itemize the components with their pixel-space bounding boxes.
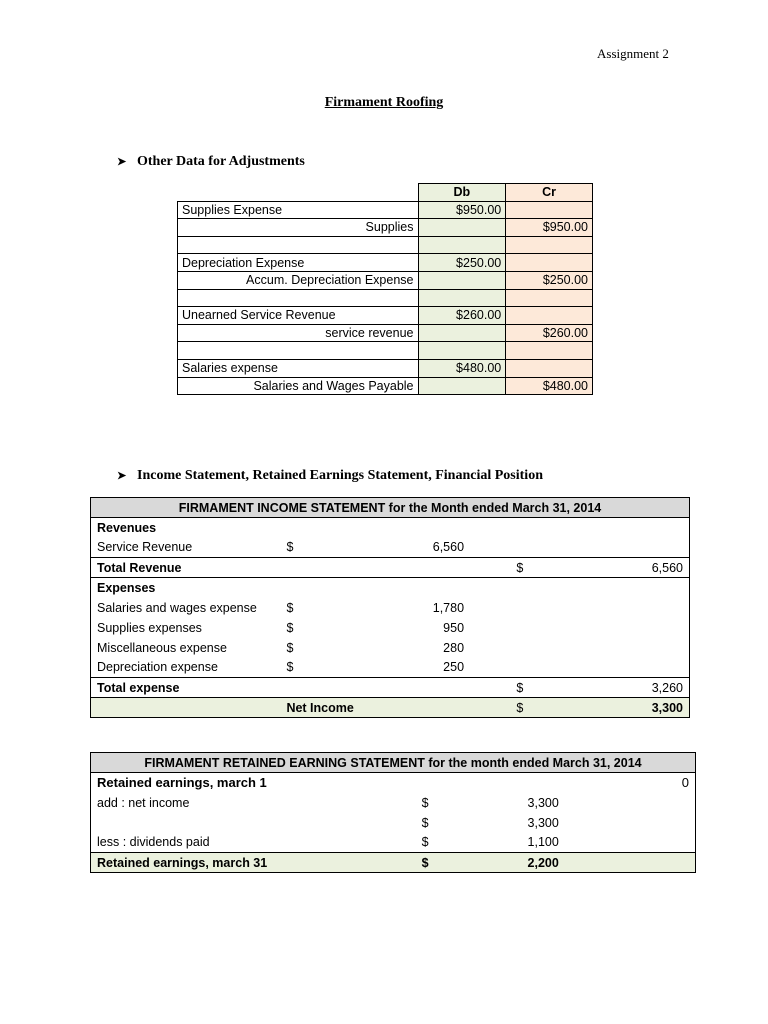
adjustment-account: Depreciation Expense	[178, 254, 419, 272]
adjustment-account	[178, 236, 419, 254]
currency-symbol: $	[470, 678, 570, 698]
retained-earnings-title: FIRMAMENT RETAINED EARNING STATEMENT for the month ended March 31, 2014	[91, 753, 696, 773]
retained-earnings-label	[91, 813, 376, 833]
currency-symbol: $	[421, 815, 429, 830]
adjustment-credit	[506, 289, 593, 307]
adjustment-debit	[418, 342, 506, 360]
expense-label: Depreciation expense	[91, 658, 281, 678]
expense-row	[91, 598, 690, 618]
adjustment-account: Salaries expense	[178, 359, 419, 377]
currency-symbol: $	[286, 540, 294, 555]
adjustment-debit	[418, 219, 506, 237]
currency-symbol: $	[375, 853, 475, 873]
expense-label: Salaries and wages expense	[91, 598, 281, 618]
net-income-label: Net Income	[280, 698, 470, 718]
currency-symbol: $	[421, 835, 429, 850]
adjustment-row	[178, 307, 593, 325]
expense-amount: 950	[443, 620, 465, 635]
adjustment-debit	[418, 377, 506, 395]
revenues-label: Revenues	[91, 518, 281, 538]
retained-earnings-balance	[565, 813, 696, 833]
retained-earnings-balance: 0	[565, 773, 696, 793]
expense-row	[91, 618, 690, 638]
retained-earnings-label: less : dividends paid	[91, 833, 376, 853]
adjustment-credit: $480.00	[506, 377, 593, 395]
retained-earnings-row	[91, 793, 696, 813]
adjustment-row	[178, 324, 593, 342]
expense-amount: 1,780	[432, 600, 465, 615]
currency-symbol: $	[421, 795, 429, 810]
adjustments-heading	[117, 154, 305, 170]
adjustment-debit	[418, 271, 506, 289]
retained-earnings-final-row	[91, 853, 696, 873]
retained-earnings-label: add : net income	[91, 793, 376, 813]
adjustment-row	[178, 201, 593, 219]
total-revenue-row	[91, 558, 690, 578]
adjustment-account: Unearned Service Revenue	[178, 307, 419, 325]
revenues-row	[91, 518, 690, 538]
adjustment-account	[178, 342, 419, 360]
adjustment-row	[178, 377, 593, 395]
adjustment-row	[178, 342, 593, 360]
total-expense-row	[91, 678, 690, 698]
expense-row	[91, 638, 690, 658]
adjustment-row	[178, 289, 593, 307]
expense-label: Miscellaneous expense	[91, 638, 281, 658]
currency-symbol: $	[470, 558, 570, 578]
retained-earnings-table	[90, 752, 696, 873]
arrow-bullet-icon: ➤	[117, 470, 127, 482]
service-revenue-amount: 6,560	[432, 540, 465, 555]
adjustment-credit: $260.00	[506, 324, 593, 342]
adjustment-debit: $250.00	[418, 254, 506, 272]
adjustment-row	[178, 219, 593, 237]
service-revenue-label: Service Revenue	[91, 538, 281, 558]
expense-row	[91, 658, 690, 678]
adjustment-account: Accum. Depreciation Expense	[178, 271, 419, 289]
adjustment-credit	[506, 236, 593, 254]
currency-symbol: $	[286, 640, 294, 655]
cr-column-header: Cr	[506, 184, 593, 202]
retained-earnings-row	[91, 813, 696, 833]
total-revenue-label: Total Revenue	[91, 558, 281, 578]
adjustments-heading-text: Other Data for Adjustments	[137, 154, 305, 169]
adjustments-table	[177, 183, 593, 395]
income-statement-title-row	[91, 498, 690, 518]
adjustment-row	[178, 359, 593, 377]
adjustment-account: Supplies Expense	[178, 201, 419, 219]
retained-earnings-amount: 1,100	[527, 835, 559, 850]
adjustment-credit	[506, 254, 593, 272]
retained-earnings-final-amount: 2,200	[475, 853, 565, 873]
expenses-label: Expenses	[91, 578, 281, 598]
company-title: Firmament Roofing	[324, 95, 444, 110]
adjustments-header-row	[178, 184, 593, 202]
expense-amount: 250	[443, 660, 465, 675]
net-income-row	[91, 698, 690, 718]
adjustment-debit: $260.00	[418, 307, 506, 325]
adjustment-row	[178, 254, 593, 272]
retained-earnings-amount	[475, 773, 565, 793]
adjustment-account: Salaries and Wages Payable	[178, 377, 419, 395]
adjustment-credit	[506, 307, 593, 325]
adjustment-row	[178, 236, 593, 254]
adjustment-debit	[418, 236, 506, 254]
currency-symbol: $	[286, 600, 294, 615]
adjustment-debit: $480.00	[418, 359, 506, 377]
retained-earnings-row	[91, 773, 696, 793]
net-income-amount: 3,300	[570, 698, 690, 718]
total-expense-amount: 3,260	[570, 678, 690, 698]
statements-heading-text: Income Statement, Retained Earnings Statement, Financial Position	[137, 468, 543, 483]
retained-earnings-balance	[565, 833, 696, 853]
db-column-header: Db	[418, 184, 506, 202]
currency-symbol: $	[286, 620, 294, 635]
currency-symbol: $	[470, 698, 570, 718]
adjustment-credit: $250.00	[506, 271, 593, 289]
blank-header-cell	[178, 184, 419, 202]
currency-symbol	[375, 773, 475, 793]
adjustment-account: Supplies	[178, 219, 419, 237]
adjustment-debit	[418, 324, 506, 342]
service-revenue-row	[91, 538, 690, 558]
retained-earnings-amount: 3,300	[527, 815, 559, 830]
arrow-bullet-icon: ➤	[117, 156, 127, 168]
adjustment-account: service revenue	[178, 324, 419, 342]
retained-earnings-title-row	[91, 753, 696, 773]
statements-heading	[117, 468, 543, 484]
expense-amount: 280	[443, 640, 465, 655]
assignment-label: Assignment 2	[597, 46, 669, 61]
total-revenue-amount: 6,560	[570, 558, 690, 578]
adjustment-credit: $950.00	[506, 219, 593, 237]
expense-label: Supplies expenses	[91, 618, 281, 638]
adjustment-credit	[506, 359, 593, 377]
adjustment-credit	[506, 342, 593, 360]
retained-earnings-label: Retained earnings, march 1	[91, 773, 376, 793]
income-statement-title: FIRMAMENT INCOME STATEMENT for the Month ended March 31, 2014	[91, 498, 690, 518]
adjustment-debit	[418, 289, 506, 307]
retained-earnings-final-label: Retained earnings, march 31	[91, 853, 376, 873]
adjustment-row	[178, 271, 593, 289]
adjustment-debit: $950.00	[418, 201, 506, 219]
retained-earnings-amount: 3,300	[527, 795, 559, 810]
adjustment-account	[178, 289, 419, 307]
currency-symbol: $	[286, 660, 294, 675]
adjustment-credit	[506, 201, 593, 219]
total-expense-label: Total expense	[91, 678, 281, 698]
retained-earnings-balance	[565, 793, 696, 813]
retained-earnings-row	[91, 833, 696, 853]
expenses-row	[91, 578, 690, 598]
income-statement-table	[90, 497, 690, 718]
